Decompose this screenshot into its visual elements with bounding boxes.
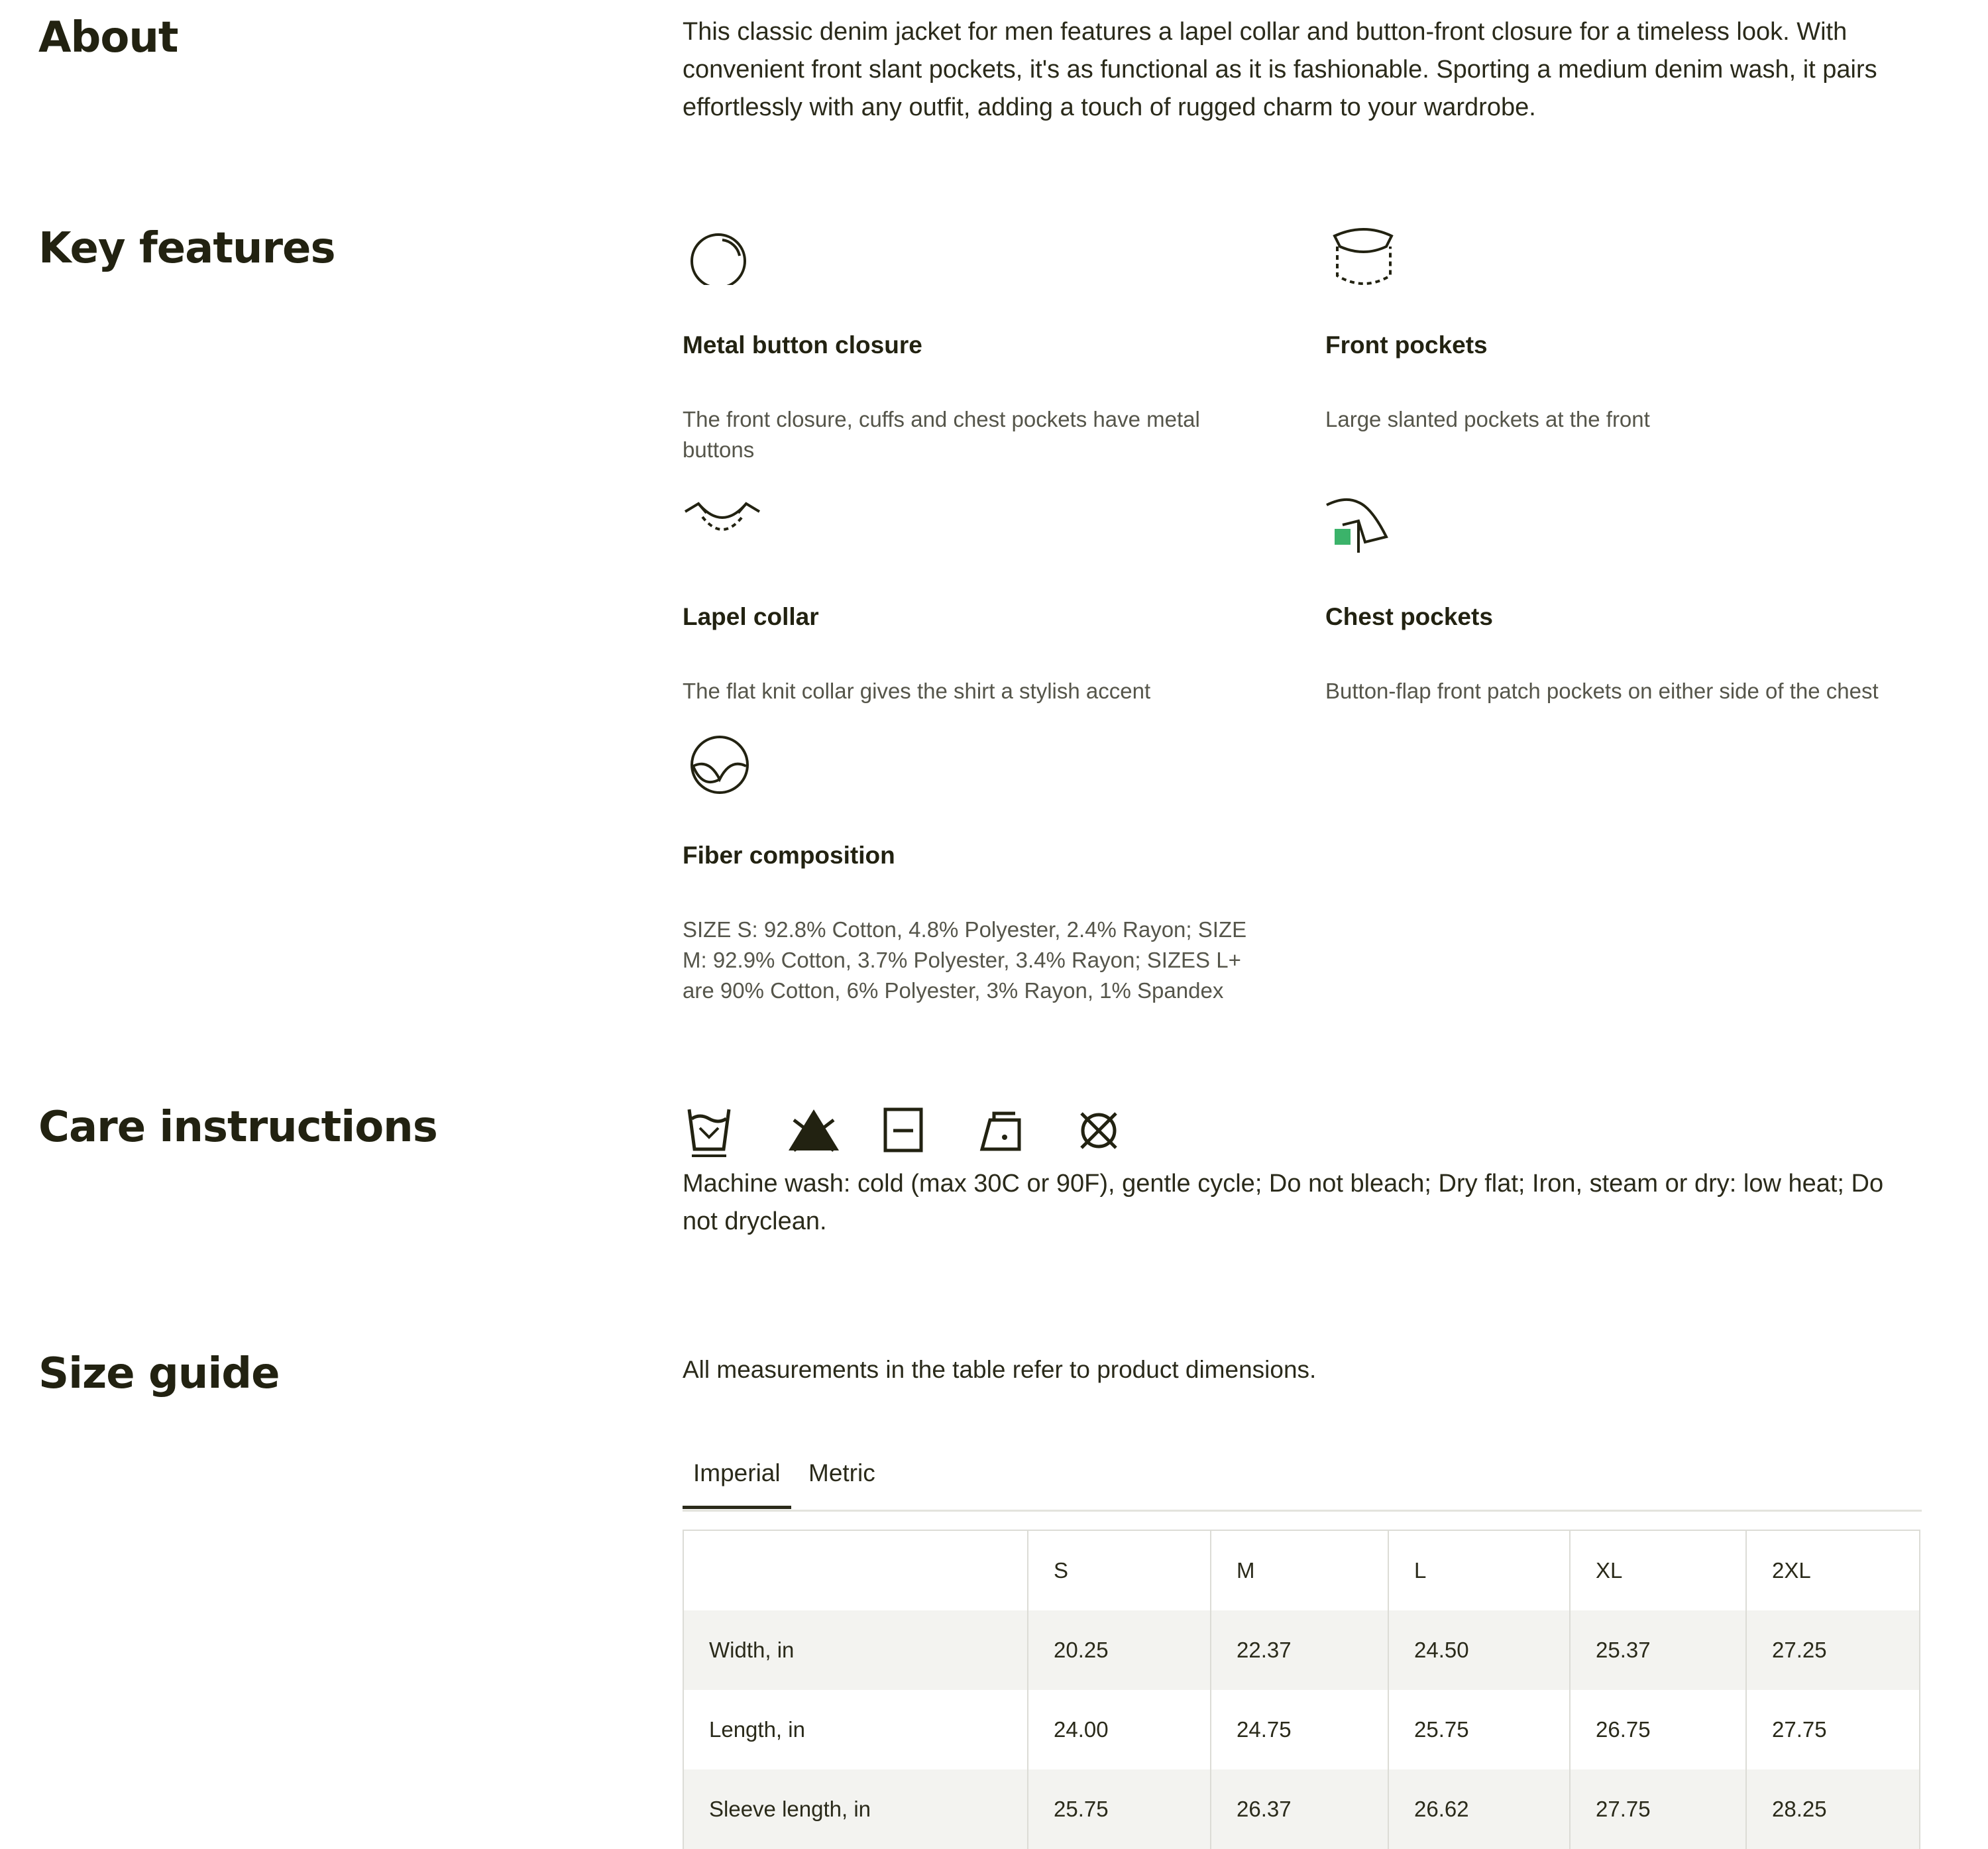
do-not-dryclean-icon	[1075, 1100, 1173, 1160]
size-note: All measurements in the table refer to product dimensions.	[683, 1356, 1317, 1383]
table-cell: 26.62	[1388, 1769, 1570, 1849]
feature-desc: The front closure, cuffs and chest pockets have metal buttons	[683, 407, 1200, 462]
table-row	[683, 1769, 1920, 1849]
row-label: Sleeve length, in	[683, 1769, 1028, 1849]
feature-desc: The flat knit collar gives the shirt a stylish accent	[683, 679, 1151, 703]
table-cell: 20.25	[1028, 1610, 1211, 1690]
care-heading: Care instructions	[38, 1103, 437, 1152]
table-cell: 24.50	[1388, 1610, 1570, 1690]
table-header-row	[683, 1530, 1920, 1610]
table-header-cell: L	[1388, 1530, 1570, 1610]
table-cell: 26.37	[1211, 1769, 1388, 1849]
table-cell: 27.75	[1570, 1769, 1746, 1849]
dry-flat-icon	[879, 1100, 977, 1160]
table-cell: 22.37	[1211, 1610, 1388, 1690]
iron-low-heat-icon	[977, 1100, 1075, 1160]
table-row	[683, 1690, 1920, 1769]
about-heading: About	[38, 13, 178, 62]
feature-title: Lapel collar	[683, 603, 819, 630]
tab-metric[interactable]: Metric	[808, 1459, 875, 1486]
fiber-icon	[683, 729, 762, 795]
table-cell: 26.75	[1570, 1690, 1746, 1769]
table-cell: 24.75	[1211, 1690, 1388, 1769]
feature-front-pockets	[1325, 219, 1922, 431]
table-cell: 25.75	[1028, 1769, 1211, 1849]
feature-desc: SIZE S: 92.8% Cotton, 4.8% Polyester, 2.4% Rayon; SIZE M: 92.9% Cotton, 3.7% Polyester, 3.4% Rayon; SIZES L+ are 90% Cotton, 6% Polyester, 3% Rayon, 1% Spandex	[683, 917, 1247, 1003]
table-header-cell: M	[1211, 1530, 1388, 1610]
feature-title: Chest pockets	[1325, 603, 1493, 630]
tab-imperial[interactable]: Imperial	[683, 1459, 791, 1509]
care-text: Machine wash: cold (max 30C or 90F), gentle cycle; Do not bleach; Dry flat; Iron, steam or dry: low heat; Do not dryclean.	[683, 1170, 1884, 1235]
button-icon	[683, 219, 762, 285]
row-label: Width, in	[683, 1610, 1028, 1690]
feature-title: Fiber composition	[683, 842, 895, 869]
key-features-heading: Key features	[38, 224, 335, 273]
feature-metal-button-closure	[683, 219, 1279, 462]
feature-desc: Large slanted pockets at the front	[1325, 407, 1650, 431]
feature-desc: Button-flap front patch pockets on either side of the chest	[1325, 679, 1879, 703]
table-cell: 25.75	[1388, 1690, 1570, 1769]
feature-title: Front pockets	[1325, 331, 1488, 359]
feature-title: Metal button closure	[683, 331, 922, 359]
feature-fiber-composition	[683, 729, 1279, 1003]
collar-icon	[683, 490, 762, 557]
size-guide-heading: Size guide	[38, 1349, 280, 1398]
machine-wash-cold-icon	[683, 1100, 781, 1160]
table-cell: 27.75	[1746, 1690, 1920, 1769]
about-text: This classic denim jacket for men features a lapel collar and button-front closure for a timeless look. With convenient front slant pockets, it's as functional as it is fashionable. Sporting a medium denim wash, it pairs effortlessly with any outfit, adding a touch of rugged charm to your wardrobe.	[683, 18, 1877, 121]
chest-pocket-icon	[1325, 490, 1405, 557]
table-header-cell: S	[1028, 1530, 1211, 1610]
table-row	[683, 1610, 1920, 1690]
pocket-icon	[1325, 219, 1405, 285]
table-header-cell: XL	[1570, 1530, 1746, 1610]
table-cell: 25.37	[1570, 1610, 1746, 1690]
do-not-bleach-icon	[781, 1100, 879, 1160]
table-cell: 28.25	[1746, 1769, 1920, 1849]
row-label: Length, in	[683, 1690, 1028, 1769]
table-cell: 27.25	[1746, 1610, 1920, 1690]
feature-chest-pockets	[1325, 490, 1922, 703]
unit-tabs	[683, 1437, 1922, 1512]
table-header-cell	[683, 1530, 1028, 1610]
care-icons	[683, 1100, 1922, 1160]
size-table	[683, 1530, 1920, 1849]
feature-lapel-collar	[683, 490, 1279, 703]
table-cell: 24.00	[1028, 1690, 1211, 1769]
table-header-cell: 2XL	[1746, 1530, 1920, 1610]
